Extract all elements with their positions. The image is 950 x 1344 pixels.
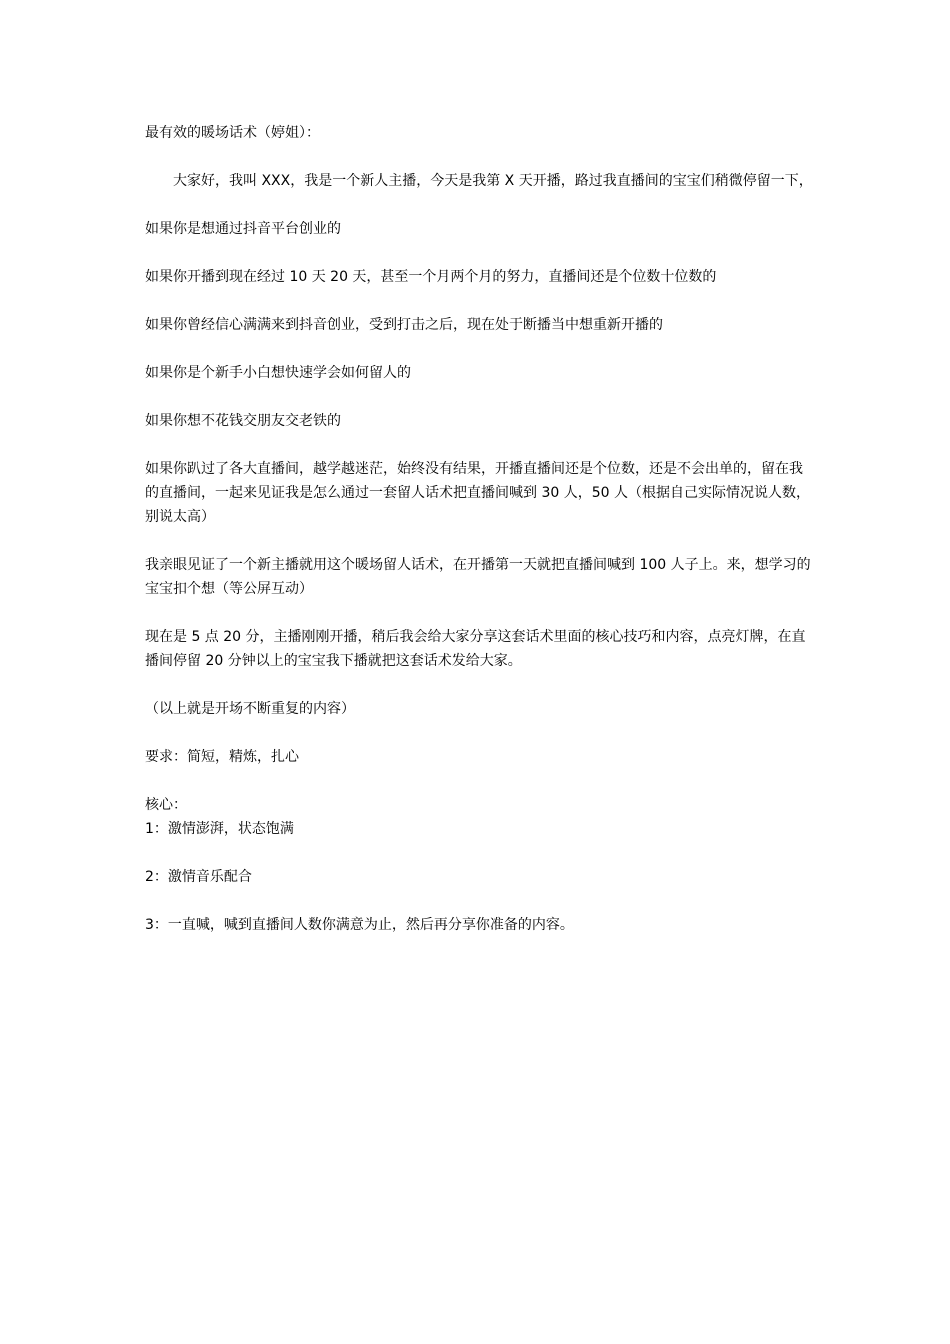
requirements-paragraph: 要求：简短，精炼，扎心: [145, 749, 299, 765]
paragraph: 现在是 5 点 20 分，主播刚刚开播，稍后我会给大家分享这套话术里面的核心技巧和内容，点亮灯牌，在直播间停留 20 分钟以上的宝宝我下播就把这套话术发给大家。: [145, 629, 806, 669]
paragraph: 如果你想不花钱交朋友交老铁的: [145, 413, 341, 429]
paragraph: （以上就是开场不断重复的内容）: [145, 701, 355, 717]
paragraph: 如果你是个新手小白想快速学会如何留人的: [145, 365, 411, 381]
intro-paragraph: 大家好，我叫 XXX，我是一个新人主播，今天是我第 X 天开播，路过我直播间的宝宝们稍微停留一下，: [173, 173, 813, 189]
paragraph: 我亲眼见证了一个新主播就用这个暖场留人话术，在开播第一天就把直播间喊到 100 人子上。来，想学习的宝宝扣个想（等公屏互动）: [145, 557, 811, 597]
core-point: 1：激情澎湃，状态饱满: [145, 821, 294, 837]
core-label: 核心：: [145, 797, 187, 813]
core-point: 3：一直喊，喊到直播间人数你满意为止，然后再分享你准备的内容。: [145, 917, 574, 933]
document-body: [145, 121, 813, 961]
paragraph: 如果你曾经信心满满来到抖音创业，受到打击之后，现在处于断播当中想重新开播的: [145, 317, 663, 333]
document-title: 最有效的暖场话术（婷姐）：: [145, 125, 320, 141]
paragraph: 如果你开播到现在经过 10 天 20 天，甚至一个月两个月的努力，直播间还是个位数十位数的: [145, 269, 717, 285]
paragraph: 如果你趴过了各大直播间，越学越迷茫，始终没有结果，开播直播间还是个位数，还是不会出单的，留在我的直播间，一起来见证我是怎么通过一套留人话术把直播间喊到 30 人，50 人（根据自己实际情况说人数，别说太高）: [145, 461, 810, 525]
core-point: 2：激情音乐配合: [145, 869, 252, 885]
paragraph: 如果你是想通过抖音平台创业的: [145, 221, 341, 237]
